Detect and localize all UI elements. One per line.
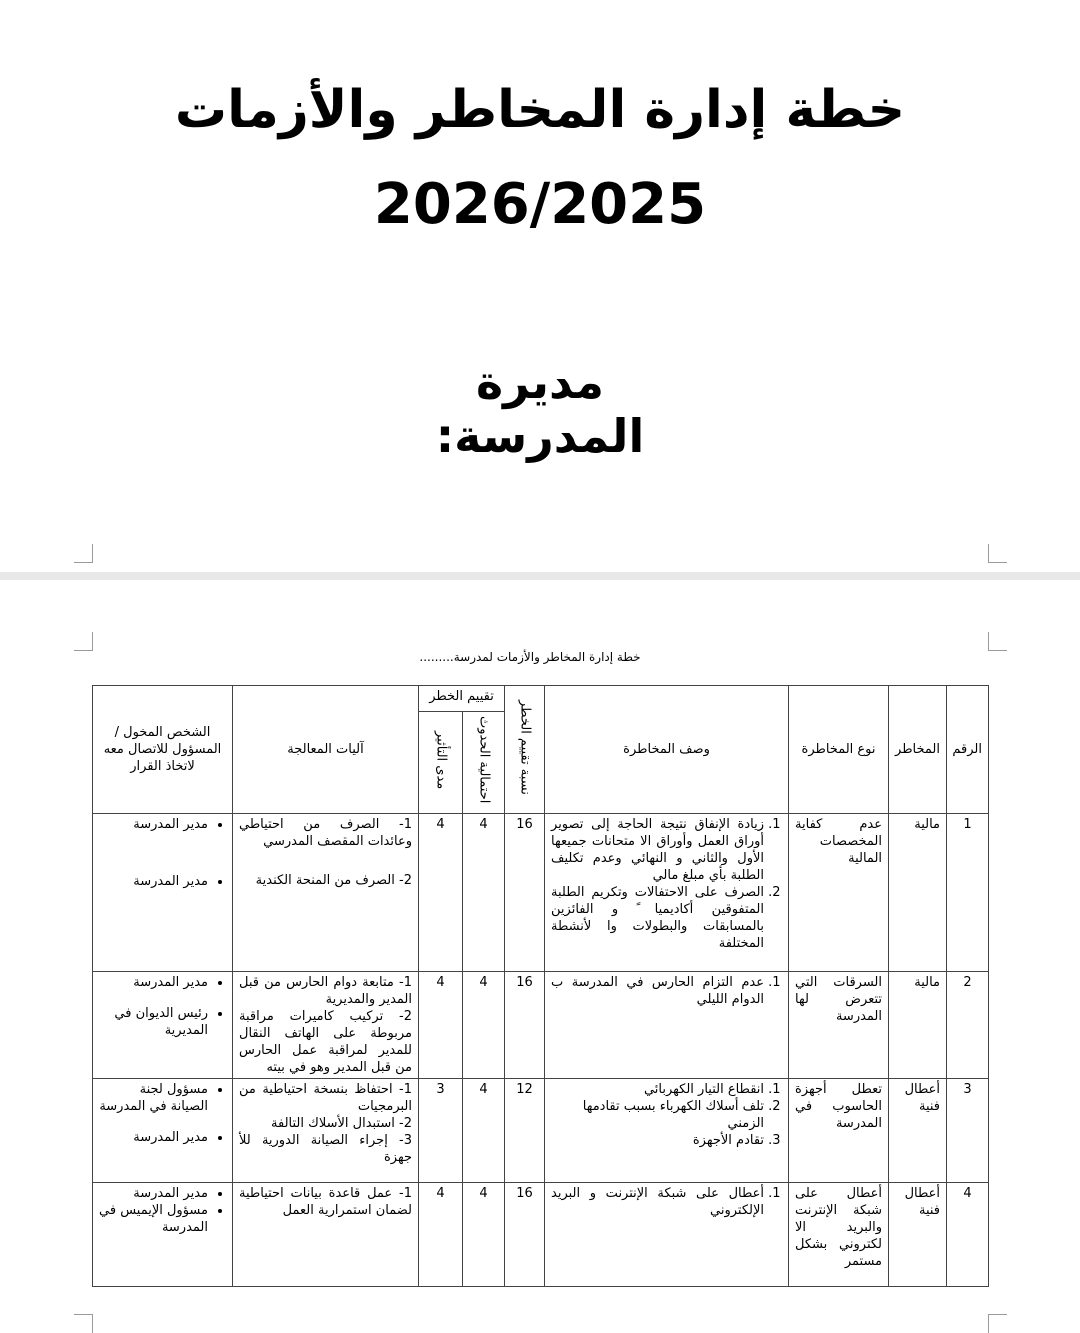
cover-page (0, 0, 1080, 572)
row-mechanisms (233, 814, 419, 972)
header-risk-evaluation: تقييم الخطر (419, 686, 505, 712)
responsible-item: • رئيس الديوان في المديرية (99, 1005, 208, 1039)
description-item: 3. تقادم الأجهزة (551, 1132, 764, 1149)
row-probability: 4 (463, 814, 505, 972)
description-item: 1. زيادة الإنفاق نتيجة الحاجة إلى تصوير أوراق العمل وأوراق الا متحانات جميعها الأول والثاني و النهائي وعدم تكليف الطلبة بأي مبلغ مالي (551, 816, 764, 884)
row-impact: 4 (419, 1183, 463, 1287)
header-description: وصف المخاطرة (545, 686, 789, 814)
description-item: 1. انقطاع التيار الكهربائي (551, 1081, 764, 1098)
responsible-item: • مدير المدرسة (99, 1129, 208, 1146)
page-break (0, 572, 1080, 580)
table-row (93, 1183, 989, 1287)
row-responsible (93, 1183, 233, 1287)
responsible-item: • مدير المدرسة (99, 1185, 208, 1202)
margin-corner-mark (74, 544, 93, 563)
row-impact: 3 (419, 1079, 463, 1183)
description-item: 2. تلف أسلاك الكهرباء بسبب تقادمها الزمني (551, 1098, 764, 1132)
row-responsible (93, 1079, 233, 1183)
plan-year: 2026/2025 (373, 172, 707, 237)
row-mechanisms (233, 1079, 419, 1183)
row-risk: أعطال فنية (889, 1079, 947, 1183)
responsible-item: • مسؤول لجنة الصيانة في المدرسة (99, 1081, 208, 1115)
description-item: 1. أعطال على شبكة الإنترنت و البريد الإلكتروني (551, 1185, 764, 1219)
row-mechanisms (233, 1183, 419, 1287)
row-responsible (93, 814, 233, 972)
header-mechanisms: آليات المعالجة (233, 686, 419, 814)
header-rating-ratio: نسبة تقييم الخطر (505, 686, 545, 814)
document-heading: خطة إدارة المخاطر والأزمات لمدرسة......... (419, 650, 641, 664)
table-page (0, 580, 1080, 1331)
plan-title: خطة إدارة المخاطر والأزمات (174, 80, 906, 140)
row-number: 2 (947, 972, 989, 1079)
header-impact: مدى التأثير (419, 712, 463, 814)
row-description (545, 972, 789, 1079)
header-responsible: الشخص المخول / المسؤول للاتصال معه لاتخاذ القرار (93, 686, 233, 814)
description-item: 1. عدم التزام الحارس في المدرسة ب الدوام الليلي (551, 974, 764, 1008)
responsible-item: • مدير المدرسة (99, 974, 208, 991)
header-number: الرقم (947, 686, 989, 814)
mechanism-item: 3- إجراء الصيانة الدورية للأ جهزة (239, 1133, 412, 1165)
header-probability: احتمالية الحدوث (463, 712, 505, 814)
row-description (545, 1079, 789, 1183)
mechanism-item: 1- الصرف من احتياطي وعائدات المقصف المدرسي (239, 817, 412, 849)
row-probability: 4 (463, 972, 505, 1079)
header-risk-type: نوع المخاطرة (789, 686, 889, 814)
row-risk: مالية (889, 814, 947, 972)
row-rating-ratio: 16 (505, 814, 545, 972)
mechanism-item: 2- الصرف من المنحة الكندية (255, 873, 412, 888)
responsible-item: • مدير المدرسة (99, 816, 208, 833)
row-risk: مالية (889, 972, 947, 1079)
responsible-item: • مسؤول الإيميس في المدرسة (99, 1202, 208, 1236)
margin-corner-mark (988, 1314, 1007, 1333)
mechanism-item: 2- استبدال الأسلاك التالفة (271, 1116, 412, 1131)
margin-corner-mark (988, 544, 1007, 563)
description-item: 2. الصرف على الاحتفالات وتكريم الطلبة المتفوقين أكاديميا ً و الفائزين بالمسابقات والبطولات وا لأنشطة المختلفة (551, 884, 764, 952)
row-number: 1 (947, 814, 989, 972)
row-impact: 4 (419, 814, 463, 972)
row-rating-ratio: 16 (505, 1183, 545, 1287)
row-number: 4 (947, 1183, 989, 1287)
header-risks: المخاطر (889, 686, 947, 814)
mechanism-item: 2- تركيب كاميرات مراقبة مربوطة على الهاتف النقال للمدير لمراقبة عمل الحارس من قبل المدير وهو في بيته (239, 1009, 412, 1075)
principal-label: مديرة المدرسة: (435, 355, 645, 463)
margin-corner-mark (74, 1314, 93, 1333)
mechanism-item: 1- متابعة دوام الحارس من قبل المدير والمديرية (239, 975, 412, 1007)
row-risk-type: السرقات التي تتعرض لها المدرسة (789, 972, 889, 1079)
table-row (93, 1079, 989, 1183)
risk-table (92, 685, 989, 1287)
table-row (93, 972, 989, 1079)
row-risk-type: أعطال على شبكة الإنترنت والبريد الا لكتروني بشكل مستمر (789, 1183, 889, 1287)
row-risk-type: تعطل أجهزة الحاسوب في المدرسة (789, 1079, 889, 1183)
row-probability: 4 (463, 1079, 505, 1183)
margin-corner-mark (74, 632, 93, 651)
row-risk-type: عدم كفاية المخصصات المالية (789, 814, 889, 972)
row-risk: أعطال فنية (889, 1183, 947, 1287)
row-rating-ratio: 16 (505, 972, 545, 1079)
margin-corner-mark (988, 632, 1007, 651)
row-description (545, 814, 789, 972)
table-row (93, 814, 989, 972)
row-rating-ratio: 12 (505, 1079, 545, 1183)
row-number: 3 (947, 1079, 989, 1183)
row-description (545, 1183, 789, 1287)
row-probability: 4 (463, 1183, 505, 1287)
mechanism-item: 1- احتفاظ بنسخة احتياطية من البرمجيات (239, 1082, 412, 1114)
table-header-row (93, 686, 989, 712)
row-responsible (93, 972, 233, 1079)
row-mechanisms (233, 972, 419, 1079)
row-impact: 4 (419, 972, 463, 1079)
mechanism-item: 1- عمل قاعدة بيانات احتياطية لضمان استمرارية العمل (239, 1186, 412, 1218)
responsible-item: • مدير المدرسة (99, 873, 208, 890)
